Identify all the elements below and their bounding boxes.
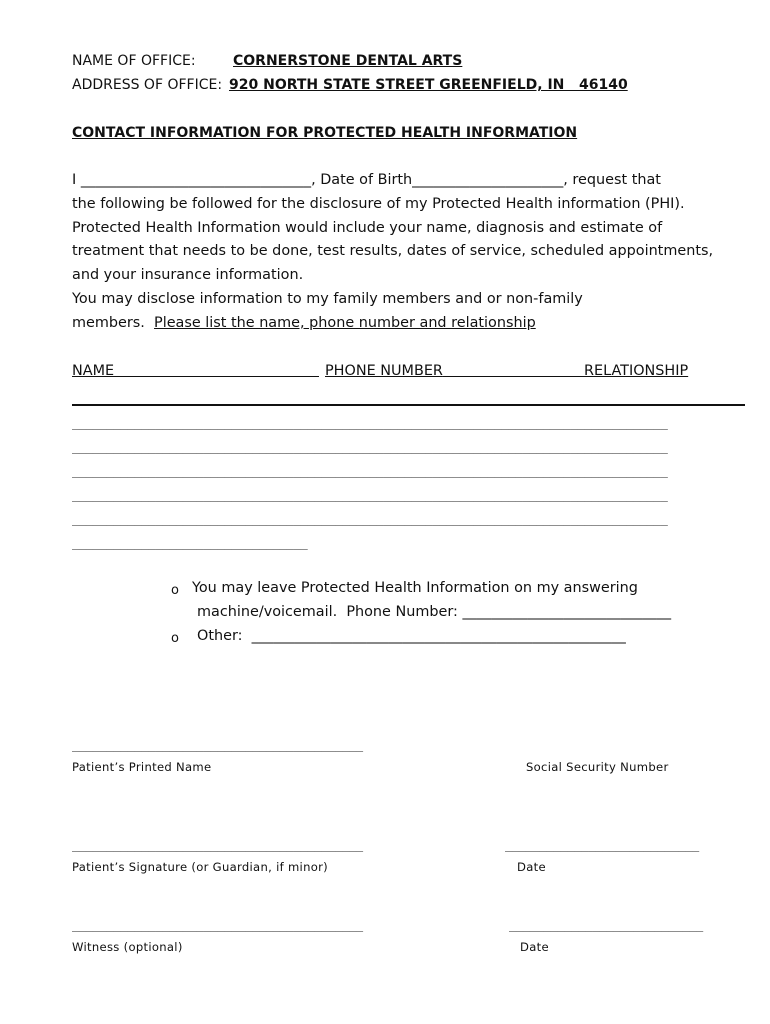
witness-label: Witness (optional) — [72, 940, 183, 954]
signature-line[interactable]: __________________________________________ — [72, 838, 363, 852]
office-address-label: ADDRESS OF OFFICE: — [72, 77, 223, 93]
blank-line-2[interactable]: ______________________________________________________________________________________ — [72, 440, 668, 454]
witness-date-line[interactable]: ____________________________ — [509, 918, 703, 932]
paragraph-line-7 — [72, 315, 536, 331]
ssn-label: Social Security Number — [526, 760, 669, 774]
printed-name-label: Patient’s Printed Name — [72, 760, 212, 774]
blank-line-5[interactable]: ______________________________________________________________________________________ — [72, 512, 668, 526]
office-name-label: NAME OF OFFICE: — [72, 53, 196, 69]
paragraph-line-2: the following be followed for the disclosure of my Protected Health information (PHI). — [72, 196, 685, 212]
paragraph-line-3: Protected Health Information would include your name, diagnosis and estimate of — [72, 220, 663, 236]
office-address-value: 920 NORTH STATE STREET GREENFIELD, IN 46140 — [229, 77, 628, 93]
signature-label: Patient’s Signature (or Guardian, if minor) — [72, 860, 328, 874]
blank-line-4[interactable]: ______________________________________________________________________________________ — [72, 488, 668, 502]
paragraph-line-6: You may disclose information to my family members and or non-family — [72, 291, 583, 307]
blank-line-6[interactable]: __________________________________ — [72, 536, 308, 550]
list-instruction: Please list the name, phone number and relationship — [154, 315, 536, 331]
option-other[interactable]: Other: ____________________________________________________ — [197, 628, 626, 644]
divider-rule — [72, 404, 745, 406]
bullet-icon: o — [171, 583, 179, 598]
blank-line-1[interactable]: ______________________________________________________________________________________ — [72, 416, 668, 430]
printed-name-line[interactable]: __________________________________________ — [72, 738, 363, 752]
witness-line[interactable]: __________________________________________ — [72, 918, 363, 932]
blank-line-3[interactable]: ______________________________________________________________________________________ — [72, 464, 668, 478]
column-header-relationship: RELATIONSHIP — [584, 363, 689, 379]
option-answering-machine-phone[interactable]: machine/voicemail. Phone Number: _____________________________ — [197, 604, 672, 620]
signature-date-line[interactable]: ____________________________ — [505, 838, 699, 852]
page-title: CONTACT INFORMATION FOR PROTECTED HEALTH INFORMATION — [72, 125, 578, 141]
office-name-value: CORNERSTONE DENTAL ARTS — [233, 53, 463, 69]
option-answering-machine[interactable]: You may leave Protected Health Information on my answering — [192, 580, 638, 596]
paragraph-line-7-prefix: members. — [72, 315, 155, 331]
paragraph-line-5: and your insurance information. — [72, 267, 304, 283]
column-header-name: NAME — [72, 363, 325, 379]
paragraph-line-4: treatment that needs to be done, test results, dates of service, scheduled appointments, — [72, 243, 714, 259]
bullet-icon: o — [171, 631, 179, 646]
signature-date-label: Date — [517, 860, 546, 874]
witness-date-label: Date — [520, 940, 549, 954]
column-header-phone: PHONE NUMBER — [325, 363, 586, 379]
paragraph-line-1: I ________________________________, Date of Birth_____________________, request that — [72, 172, 661, 188]
